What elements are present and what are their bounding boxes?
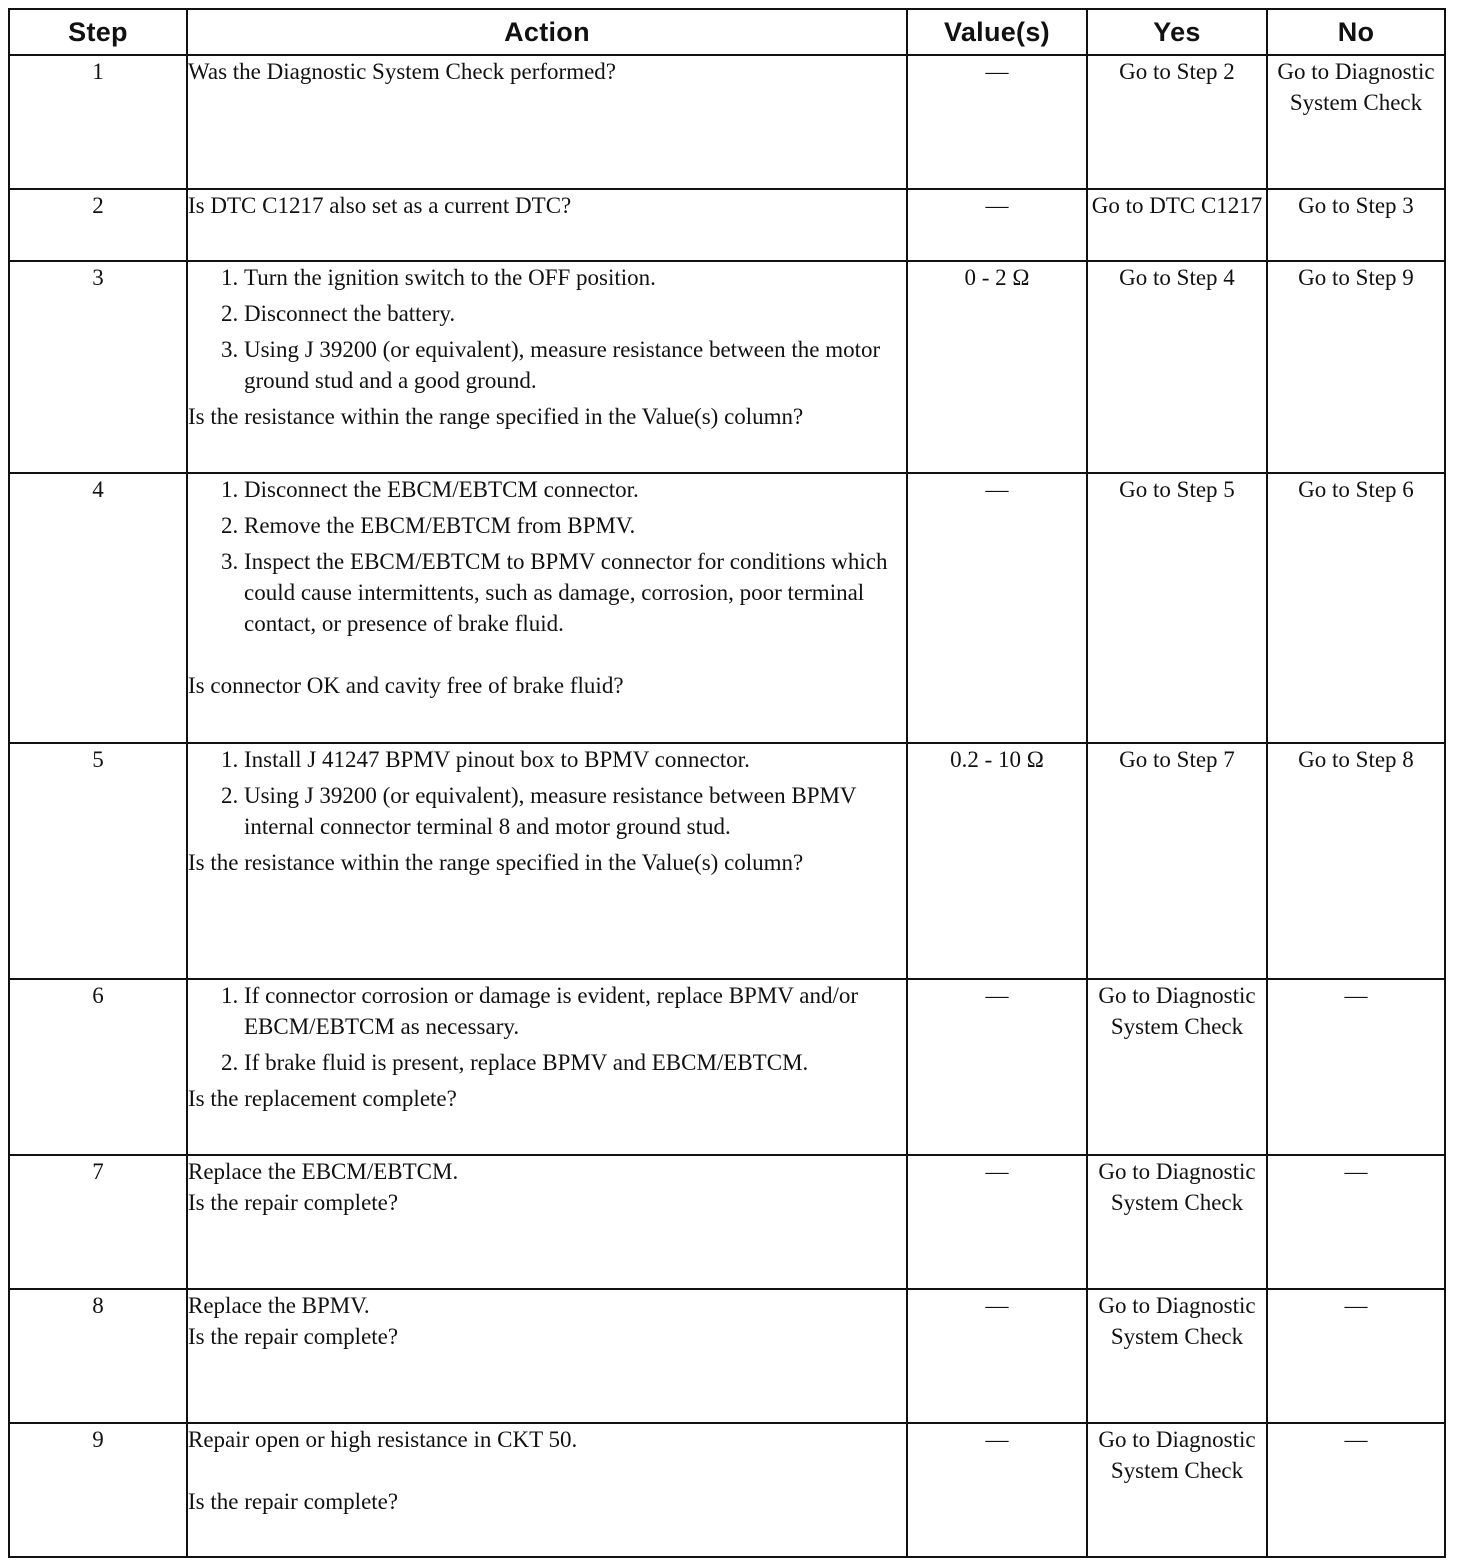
action-line: Is the repair complete? (188, 1190, 399, 1215)
no-cell: Go to Diagnostic System Check (1267, 55, 1445, 189)
no-cell: — (1267, 1289, 1445, 1423)
action-line: Repair open or high resistance in CKT 50. (188, 1427, 578, 1452)
yes-cell: Go to Step 7 (1087, 743, 1267, 979)
header-values: Value(s) (907, 9, 1087, 55)
action-step: 2. Using J 39200 (or equivalent), measure resistance between BPMV internal connector terminal 8 and motor ground stud. (244, 780, 906, 842)
action-cell (187, 1155, 907, 1289)
action-steps-list (188, 980, 906, 1078)
no-cell: Go to Step 9 (1267, 261, 1445, 473)
diagnostic-table (8, 8, 1446, 1558)
action-cell (187, 1423, 907, 1557)
table-row (9, 473, 1445, 743)
action-question: Is the replacement complete? (188, 1086, 457, 1111)
table-row (9, 1155, 1445, 1289)
value-cell: — (907, 55, 1087, 189)
action-step: 1. Disconnect the EBCM/EBTCM connector. (244, 474, 906, 505)
yes-cell: Go to Step 5 (1087, 473, 1267, 743)
action-cell (187, 1289, 907, 1423)
yes-cell: Go to Diagnostic System Check (1087, 1155, 1267, 1289)
step-number: 8 (9, 1289, 187, 1423)
action-question: Is the resistance within the range specified in the Value(s) column? (188, 404, 804, 429)
value-cell: 0.2 - 10 Ω (907, 743, 1087, 979)
yes-cell: Go to Step 4 (1087, 261, 1267, 473)
value-cell: 0 - 2 Ω (907, 261, 1087, 473)
action-step: 1. If connector corrosion or damage is evident, replace BPMV and/or EBCM/EBTCM as necessary. (244, 980, 906, 1042)
value-cell: — (907, 979, 1087, 1155)
value-cell: — (907, 1423, 1087, 1557)
step-number: 9 (9, 1423, 187, 1557)
step-number: 3 (9, 261, 187, 473)
step-number: 2 (9, 189, 187, 261)
action-step: 2. If brake fluid is present, replace BPMV and EBCM/EBTCM. (244, 1047, 906, 1078)
value-cell: — (907, 1289, 1087, 1423)
value-cell: — (907, 473, 1087, 743)
no-cell: — (1267, 979, 1445, 1155)
header-action: Action (187, 9, 907, 55)
action-question: Is the resistance within the range specified in the Value(s) column? (188, 850, 804, 875)
step-number: 4 (9, 473, 187, 743)
step-number: 5 (9, 743, 187, 979)
action-step: 2. Remove the EBCM/EBTCM from BPMV. (244, 510, 906, 541)
action-steps-list (188, 474, 906, 639)
action-cell (187, 473, 907, 743)
table-row (9, 261, 1445, 473)
action-line: Is the repair complete? (188, 1324, 399, 1349)
action-cell (187, 979, 907, 1155)
action-step: 1. Install J 41247 BPMV pinout box to BPMV connector. (244, 744, 906, 775)
action-line: Is the repair complete? (188, 1489, 399, 1514)
header-no: No (1267, 9, 1445, 55)
table-row (9, 1423, 1445, 1557)
table-row (9, 1289, 1445, 1423)
action-cell (187, 189, 907, 261)
action-cell (187, 743, 907, 979)
no-cell: Go to Step 8 (1267, 743, 1445, 979)
action-line: Replace the BPMV. (188, 1293, 370, 1318)
action-step: 3. Inspect the EBCM/EBTCM to BPMV connector for conditions which could cause intermittents, such as damage, corrosion, poor terminal contact, or presence of brake fluid. (244, 546, 906, 639)
table-row (9, 55, 1445, 189)
action-steps-list (188, 744, 906, 842)
table-row (9, 189, 1445, 261)
header-row (9, 9, 1445, 55)
action-question: Was the Diagnostic System Check performed? (188, 59, 617, 84)
action-cell (187, 55, 907, 189)
header-step: Step (9, 9, 187, 55)
action-line (188, 1455, 906, 1486)
action-question: Is connector OK and cavity free of brake fluid? (188, 673, 624, 698)
yes-cell: Go to Step 2 (1087, 55, 1267, 189)
yes-cell: Go to DTC C1217 (1087, 189, 1267, 261)
no-cell: Go to Step 6 (1267, 473, 1445, 743)
action-step: 3. Using J 39200 (or equivalent), measure resistance between the motor ground stud and a good ground. (244, 334, 906, 396)
yes-cell: Go to Diagnostic System Check (1087, 1423, 1267, 1557)
yes-cell: Go to Diagnostic System Check (1087, 1289, 1267, 1423)
action-cell (187, 261, 907, 473)
step-number: 7 (9, 1155, 187, 1289)
action-question: Is DTC C1217 also set as a current DTC? (188, 193, 572, 218)
table-row (9, 979, 1445, 1155)
action-step: 2. Disconnect the battery. (244, 298, 906, 329)
action-line: Replace the EBCM/EBTCM. (188, 1159, 459, 1184)
step-number: 1 (9, 55, 187, 189)
table-row (9, 743, 1445, 979)
step-number: 6 (9, 979, 187, 1155)
value-cell: — (907, 1155, 1087, 1289)
action-steps-list (188, 262, 906, 396)
header-yes: Yes (1087, 9, 1267, 55)
no-cell: Go to Step 3 (1267, 189, 1445, 261)
action-step: 1. Turn the ignition switch to the OFF position. (244, 262, 906, 293)
no-cell: — (1267, 1423, 1445, 1557)
value-cell: — (907, 189, 1087, 261)
no-cell: — (1267, 1155, 1445, 1289)
yes-cell: Go to Diagnostic System Check (1087, 979, 1267, 1155)
